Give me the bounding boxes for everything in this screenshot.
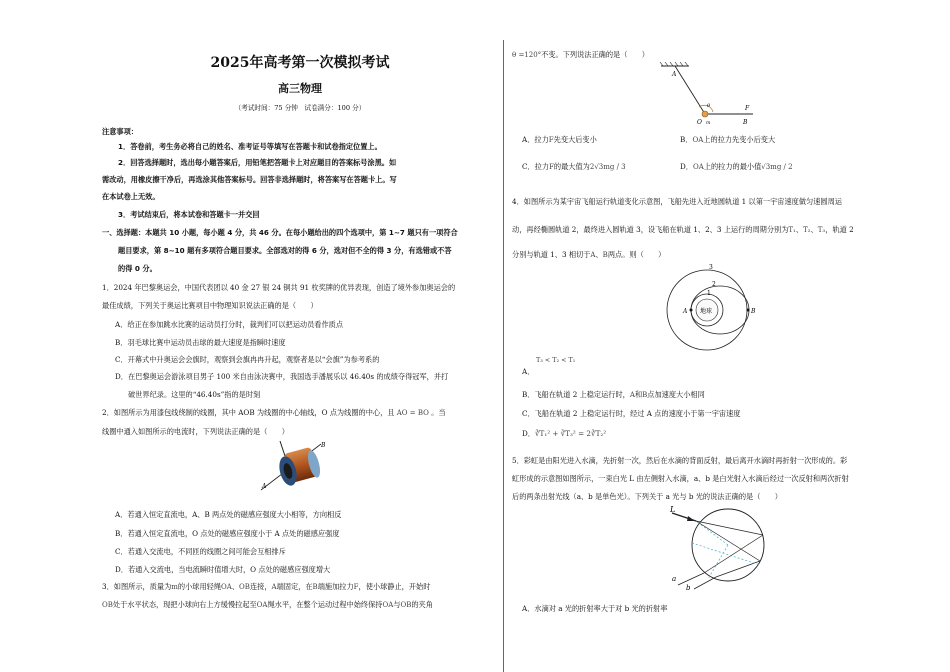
q4-option-b-post: 点加速度大小相同 [647,390,705,399]
q1-option-d-1: D．在巴黎奥运会游泳项目男子 100 米自由泳决赛中，我国选手潘展乐以 46.40s 的成绩夺得冠军，并打 [115,372,449,381]
section1-line1: 一、选择题：本题共 10 小题，每小题 4 分，共 46 分。在每小题给出的四个选项中，第 1~7 题只有一项符合 [102,228,458,237]
q4-stem-a: A [590,251,596,259]
q3-option-b-oa: OA [692,136,704,144]
notice-item-2a: 2．回答选择题时，选出每小题答案后，用铅笔把答题卡上对应题目的答案标号涂黑。如 [118,158,397,167]
q5-raindrop-figure [668,503,768,591]
q4-stem-3-a: 分别与轨道 1、3 相切于 [512,250,591,259]
q5-refracted-upper [696,521,763,535]
q3-stem-1-d: 端固定，在 [276,582,313,591]
q3-stem-1-b: 的小球用轻绳 [177,582,222,591]
section1-line2: 题目要求，第 8~10 题有多项符合题目要求。全部选对的得 6 分，选对但不全的得 3 分，有选错或不答 [118,246,452,255]
q4-stem-3: 分别与轨道 1、3 相切于A、B两点。则（ ） [512,250,666,259]
q3-stem-1-a: 3．如图所示，质量为 [102,582,172,591]
q2-stem-1-post: 。当 [431,408,446,417]
q3-right-top-text: 不变。下列说法正确的是（ ） [541,50,649,59]
q4-option-a-math: T₃ < T₂ < T₁ [536,356,576,364]
q4-label-2: 2 [712,281,716,288]
q3-rope-figure [655,62,765,130]
q3-stem-1 [102,582,430,592]
q2-coil-figure [255,438,330,494]
page-subtitle: 高三物理 [278,82,322,95]
q5-normal-1 [692,543,760,565]
q4-option-a-label: A． [522,367,535,376]
q2-option-b: B．若通入恒定直流电，O 点处的磁感应强度小于 A 点处的磁感应强度 [115,529,340,538]
q5-incident-arrow [687,516,695,521]
notice-item-2c: 在本试卷上无效。 [102,192,160,201]
q5-label-a: a [672,575,677,583]
q5-exit-ray-a [678,573,704,585]
q2-stem-2: 线圈中通入如图所示的电流时，下列说法正确的是（ ） [102,427,289,436]
q3-option-b [680,135,775,145]
q2-option-c: C．若通入交流电，不同匝的线圈之间可能会互相排斥 [115,547,286,556]
q3-ceiling-hatch [660,62,688,66]
q4-option-c: C．飞船在轨道 2 上稳定运行时，经过 A 点的速度小于第一宇宙速度 [522,409,741,418]
q1-option-b: B．羽毛球比赛中运动员击球的最大速度是指瞬时速度 [115,338,286,347]
q1-option-d-2: 破世界纪录。这里的“46.40s”指的是时刻 [128,390,261,399]
q2-stem-1-pre: 2．如图所示为用漆包线绕制的线圈，其中 AOB 为线圈的中心轴线，O 点为线圈的中心，且 [102,408,395,417]
q3-fig-label-a: A [672,71,677,78]
q2-lead-wire [280,441,285,456]
q5-option-a: A．水滴对 a 光的折射率大于对 b 光的折射率 [522,604,668,613]
q4-t2: T₂ [803,226,811,234]
q3-mass-symbol: m [171,583,178,591]
notice-heading: 注意事项： [102,127,138,136]
q1-option-c: C．开幕式中升奥运会会旗时，观察到会旗冉冉升起，观察者是以“会旗”为参考系的 [115,355,380,364]
q4-stem-2-b: ，轨道 2 [825,225,854,234]
q3-option-c-post: 的最大值为 [553,162,590,171]
q3-option-d-pre: D． [680,162,693,171]
q3-fig-label-m: m [706,121,711,126]
q3-stem-1-c: 连接， [249,582,272,591]
q3-ball [702,111,708,117]
q5-label-b: b [686,584,691,591]
q4-label-earth: 地球 [700,308,713,315]
q4-option-d-label: D． [522,429,535,438]
q3-stem-2-c: 的夹角 [411,600,433,609]
q1-option-a: A．给正在参加跳水比赛的运动员打分时，裁判们可以把运动员看作质点 [115,320,344,329]
q5-label-l: L [670,505,676,514]
q3-a-symbol: A [271,583,277,591]
q3-option-a-pre: A．拉力 [522,135,549,144]
q4-option-d [522,429,606,438]
q4-option-b: B．飞船在轨道 2 上稳定运行时，A和B点加速度大小相同 [522,390,705,399]
q3-stem-1-f: ，使小球静止，开始时 [358,582,431,591]
q5-stem-2: 虹形成的示意图如图所示，一束白光 L 由左侧射入水滴，a、b 是白光射入水滴后经过一次反射和两次折射 [512,474,849,483]
q1-stem-2: 最佳成绩，下列关于奥运比赛项目中物理知识说法正确的是（ ） [102,301,318,310]
q3-right-top [512,50,649,60]
q3-oa-symbol-2: OA [256,601,268,609]
q2-fig-label-b: B [321,442,326,449]
q4-label-3: 3 [709,264,713,271]
q3-stem-1-e: 端施加拉力 [317,582,354,591]
q3-option-c-pre: C．拉力 [522,162,550,171]
page-title: 2025年高考第一次模拟考试 [210,55,390,71]
q5-exit-ray-b [694,577,716,589]
q4-stem-b: B [602,251,608,259]
column-divider [503,40,504,672]
q4-stem-3-b: 两点。则（ ） [607,250,666,259]
q4-t1: T₁ [788,226,796,234]
q3-theta-value: θ =120° [512,51,542,59]
q3-stem-2 [102,600,433,610]
q3-option-c-f: F [549,163,554,171]
q2-option-a: A．若通入恒定直流电，A、B 两点处的磁感应强度大小相等，方向相反 [115,510,342,519]
q4-option-b-a: A [629,391,635,399]
q4-label-a: A [683,308,688,315]
q3-fig-label-f: F [745,105,750,112]
q2-stem-1 [102,408,446,418]
q3-f-symbol: F [353,583,359,591]
q3-fig-label-theta: θ [707,103,711,109]
q4-option-d-math: ∛T₁² + ∛T₃² = 2∛T₂² [534,429,607,438]
q4-stem-1: 4．如图所示为某宇宙飞船运行轨道变化示意图，飞船先进入近地圆轨道 1 以第一宇宙速度做匀速圆周运 [512,197,842,206]
q4-stem-2-a: 动，再经椭圆轨道 2，最终进入圆轨道 3，设飞船在轨道 1、2、3 上运行的周期分别为 [512,225,789,234]
q3-option-d-value: √3mg / 2 [761,163,793,171]
q5-reflected-b [716,561,760,577]
q3-oa-symbol: OA [221,583,232,591]
section1-line3: 的得 0 分。 [118,264,157,273]
notice-item-3: 3．考试结束后，将本试卷和答题卡一并交回 [118,210,260,219]
q2-stem-1-math: AO = BO [396,409,429,417]
q3-option-a-post: 先变大后变小 [553,135,597,144]
q3-ob-symbol-3: OB [400,601,412,609]
q3-option-d [680,162,793,172]
q4-stem-2: 动，再经椭圆轨道 2，最终进入圆轨道 3，设飞船在轨道 1、2、3 上运行的周期分别为T₁、T₂、T₃，轨道 2 [512,225,854,234]
notice-item-2b: 需改动，用橡皮擦干净后，再选涂其他答案标号。回答非选择题时，将答案写在答题卡上。写 [102,175,397,184]
q4-label-b: B [751,308,756,315]
q4-point-b [747,309,750,312]
q5-stem-1: 5．彩虹是由阳光进入水滴，先折射一次，然后在水滴的背面反射，最后离开水滴时再折射一次形成的。彩 [512,456,848,465]
q5-stem-3: 后的两条出射光线（a、b 是单色光）。下列关于 a 光与 b 光的说法正确的是（ ） [512,492,782,501]
q3-option-a-f: F [548,136,554,144]
q3-option-d-oa: OA [692,163,704,171]
q2-fig-label-a: A [262,483,267,490]
q3-stem-2-b: 绳水平，在整个运动过程中始终保持 [267,600,383,609]
exam-info: （考试时间：75 分钟 试卷满分：100 分） [234,104,366,112]
q4-point-a [690,309,693,312]
q4-orbit-figure [660,262,765,352]
q3-and: 与 [393,600,401,609]
q3-stem-2-a: 处于水平状态，现把小球向右上方缓慢拉起至 [112,600,257,609]
q4-label-1: 1 [707,290,711,297]
q3-rope-oa [675,66,705,114]
q3-sep: 、 [231,582,240,591]
notice-item-1: 1．答卷前，考生务必将自己的姓名、准考证号等填写在答题卡和试卷指定位置上。 [118,142,382,151]
q3-option-d-post: 上的拉力的最小值 [703,162,762,171]
q4-option-b-b: B [642,391,648,399]
q3-oa-symbol-3: OA [382,601,394,609]
q3-option-b-pre: B． [680,135,693,144]
q3-ob-symbol-2: OB [102,601,113,609]
q5-reflected-a [704,535,763,573]
q4-option-b-pre: B．飞船在轨道 2 上稳定运行时， [522,390,630,399]
q3-option-b-post: 上的拉力先变小后变大 [703,135,776,144]
q4-t3: T₃ [817,226,826,234]
q3-option-c [522,162,626,172]
q3-ob-symbol: OB [239,583,250,591]
q3-option-a [522,135,597,145]
q2-option-d: D．若通入交流电，当电流瞬时值增大时，O 点处的磁感应强度增大 [115,565,331,574]
q3-b-symbol: B [312,583,318,591]
q3-fig-label-o: O [697,119,702,126]
q3-fig-label-b: B [743,119,748,126]
q1-stem-1: 1．2024 年巴黎奥运会，中国代表团以 40 金 27 银 24 铜共 91 枚奖牌的优异表现，创造了境外参加奥运会的 [102,283,456,292]
q3-option-c-value: 2√3mg / 3 [589,163,626,171]
